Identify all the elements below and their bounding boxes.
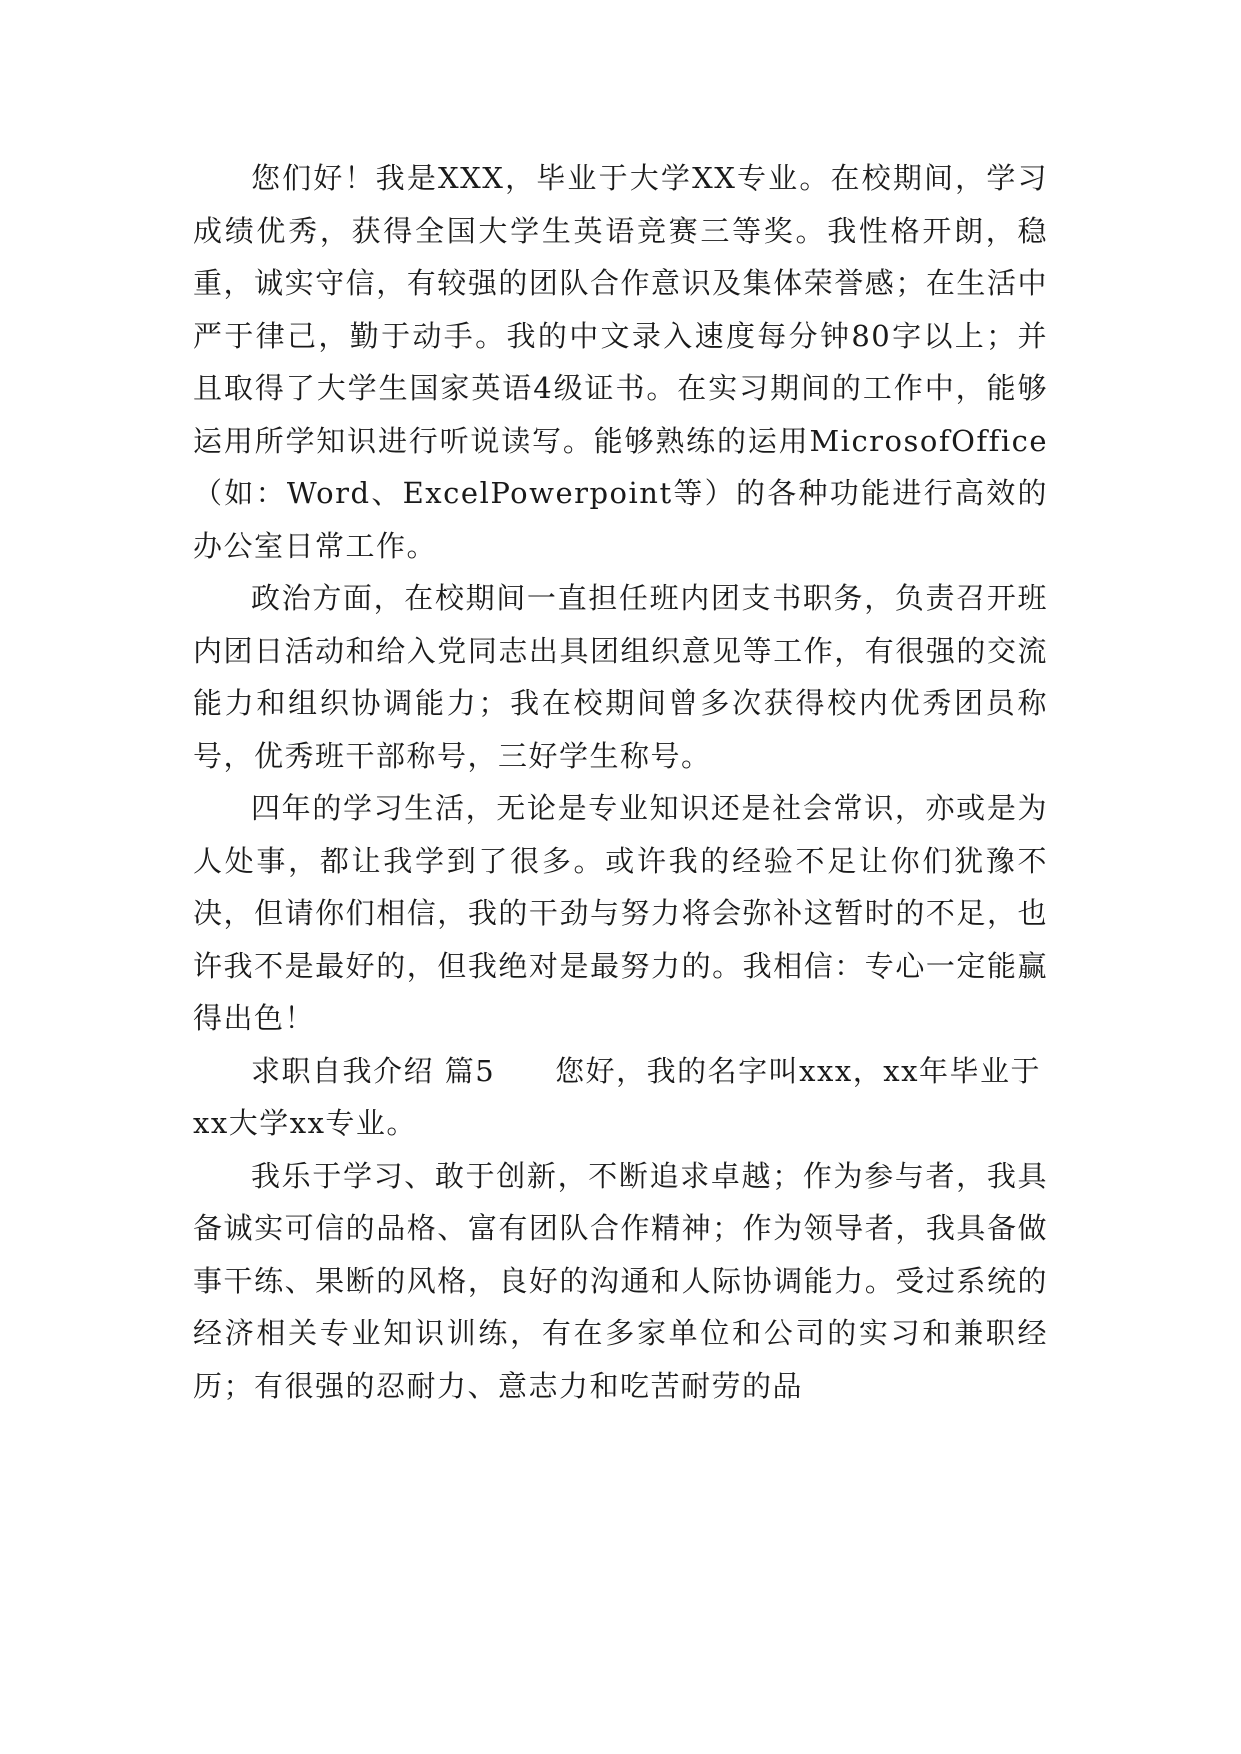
paragraph-intro: 您们好！我是XXX，毕业于大学XX专业。在校期间，学习成绩优秀，获得全国大学生英语竞赛三等奖。我性格开朗，稳重，诚实守信，有较强的团队合作意识及集体荣誉感；在生活中严于律己，勤于动手。我的中文录入速度每分钟80字以上；并且取得了大学生国家英语4级证书。在实习期间的工作中，能够运用所学知识进行听说读写。能够熟练的运用MicrosofOffice（如：Word、ExcelPowerpoint等）的各种功能进行高效的办公室日常工作。 — [193, 161, 1048, 563]
paragraph-politics: 政治方面，在校期间一直担任班内团支书职务，负责召开班内团日活动和给入党同志出具团组织意见等工作，有很强的交流能力和组织协调能力；我在校期间曾多次获得校内优秀团员称号，优秀班干部称号，三好学生称号。 — [193, 581, 1048, 773]
section-intro: 您好，我的名字叫xxx，xx年毕业于xx大学xx专业。 — [193, 1053, 1041, 1140]
document-page — [193, 152, 1048, 1412]
section-heading-line — [193, 1045, 1048, 1150]
paragraph-study-life: 四年的学习生活，无论是专业知识还是社会常识，亦或是为人处事，都让我学到了很多。或许我的经验不足让你们犹豫不决，但请你们相信，我的干劲与努力将会弥补这暂时的不足，也许我不是最好的，但我绝对是最努力的。我相信：专心一定能赢得出色！ — [193, 791, 1048, 1035]
paragraph-strengths: 我乐于学习、敢于创新，不断追求卓越；作为参与者，我具备诚实可信的品格、富有团队合作精神；作为领导者，我具备做事干练、果断的风格，良好的沟通和人际协调能力。受过系统的经济相关专业知识训练，有在多家单位和公司的实习和兼职经历；有很强的忍耐力、意志力和吃苦耐劳的品 — [193, 1158, 1048, 1403]
section-title: 求职自我介绍 篇5 — [251, 1053, 496, 1088]
